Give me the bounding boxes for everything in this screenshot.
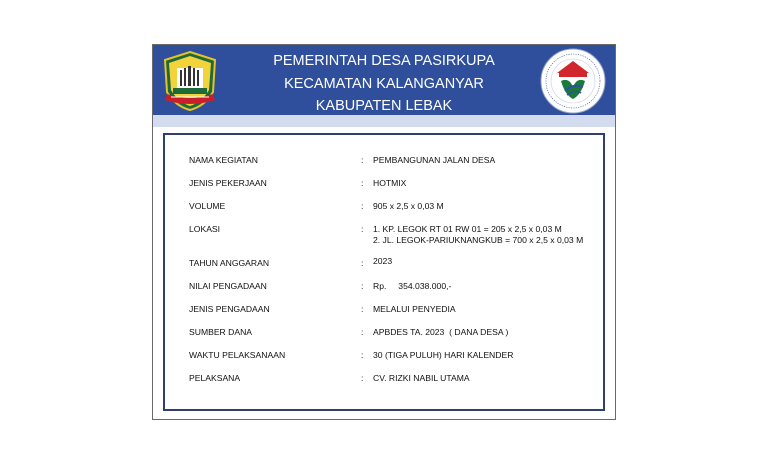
detail-value: 30 (TIGA PULUH) HARI KALENDER xyxy=(373,350,514,360)
detail-value: 905 x 2,5 x 0,03 M xyxy=(373,201,444,211)
detail-value-second-line: 2. JL. LEGOK-PARIUKNANGKUB = 700 x 2,5 x 0,03 M xyxy=(373,235,584,245)
signboard-header xyxy=(153,45,615,115)
header-line-district: KECAMATAN KALANGANYAR xyxy=(284,76,484,92)
project-signboard xyxy=(152,44,616,420)
lebak-regency-emblem-icon xyxy=(161,50,219,112)
detail-label: JENIS PEKERJAAN xyxy=(189,178,267,188)
detail-colon: : xyxy=(361,327,364,337)
detail-colon: : xyxy=(361,155,364,165)
detail-label: PELAKSANA xyxy=(189,373,241,383)
detail-value: PEMBANGUNAN JALAN DESA xyxy=(373,155,496,165)
detail-label: VOLUME xyxy=(189,201,226,211)
detail-colon: : xyxy=(361,373,364,383)
detail-colon: : xyxy=(361,281,364,291)
detail-colon: : xyxy=(361,304,364,314)
detail-value: CV. RIZKI NABIL UTAMA xyxy=(373,373,470,383)
detail-colon: : xyxy=(361,350,364,360)
detail-label: TAHUN ANGGARAN xyxy=(189,258,270,268)
detail-value: Rp. 354.038.000,- xyxy=(373,281,452,291)
detail-label: WAKTU PELAKSANAAN xyxy=(189,350,286,360)
detail-colon: : xyxy=(361,224,364,234)
header-band xyxy=(153,115,615,127)
detail-label: NILAI PENGADAAN xyxy=(189,281,267,291)
detail-value: 1. KP. LEGOK RT 01 RW 01 = 205 x 2,5 x 0,03 M xyxy=(373,224,562,234)
pdtt-ministry-emblem-icon xyxy=(539,47,607,115)
detail-value: APBDES TA. 2023 ( DANA DESA ) xyxy=(373,327,509,337)
detail-label: SUMBER DANA xyxy=(189,327,253,337)
detail-colon: : xyxy=(361,201,364,211)
detail-value: HOTMIX xyxy=(373,178,407,188)
detail-value: 2023 xyxy=(373,256,393,266)
detail-label: NAMA KEGIATAN xyxy=(189,155,258,165)
detail-label: JENIS PENGADAAN xyxy=(189,304,270,314)
detail-colon: : xyxy=(361,178,364,188)
header-line-village: PEMERINTAH DESA PASIRKUPA xyxy=(273,53,495,69)
detail-colon: : xyxy=(361,258,364,268)
detail-value: MELALUI PENYEDIA xyxy=(373,304,456,314)
header-line-regency: KABUPATEN LEBAK xyxy=(315,98,453,114)
detail-label: LOKASI xyxy=(189,224,221,234)
details-panel xyxy=(163,133,605,411)
